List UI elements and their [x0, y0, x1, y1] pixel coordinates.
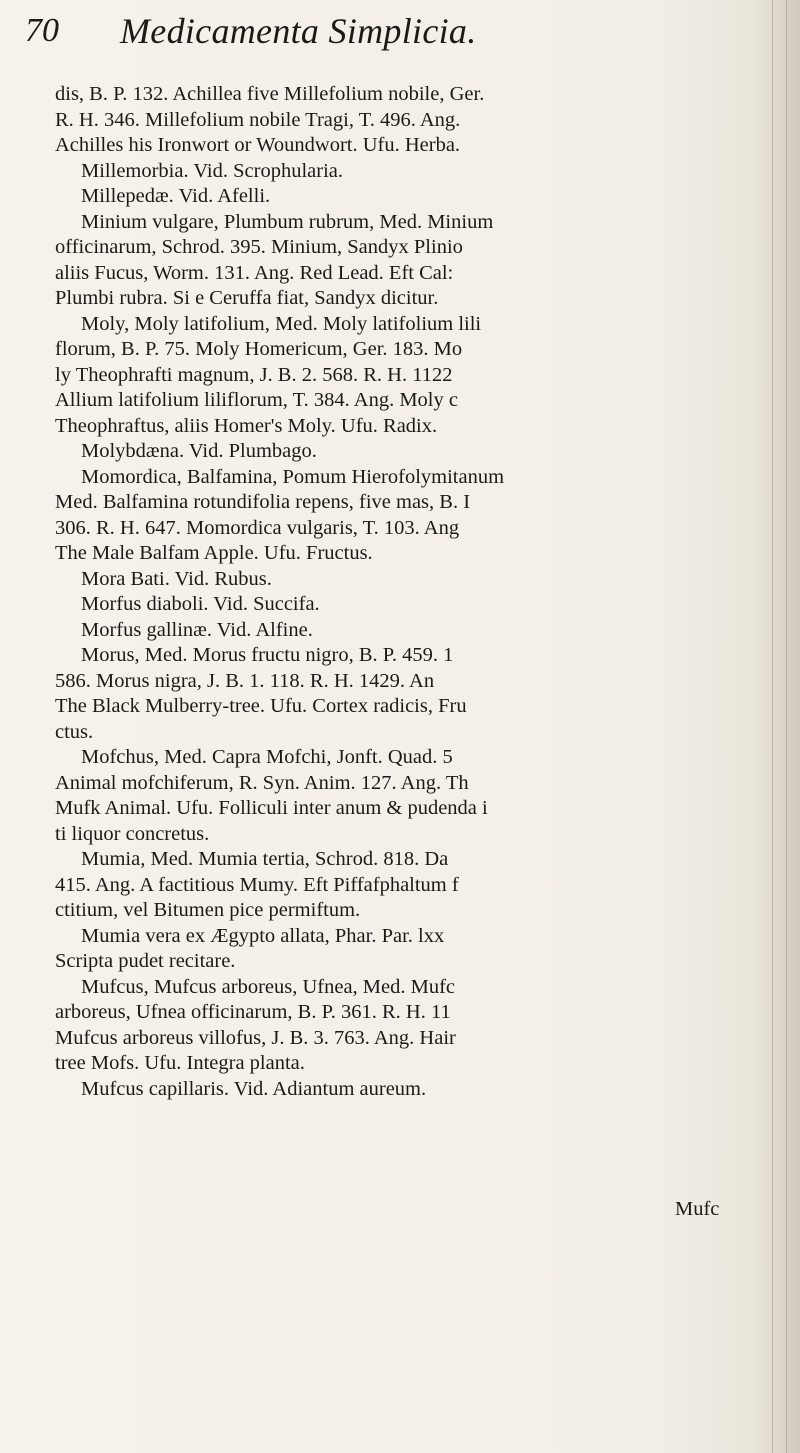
text-line: Millepedæ. Vid. Afelli.	[81, 185, 271, 207]
text-line: ti liquor concretus.	[55, 822, 210, 845]
text-line: The Black Mulberry-tree. Ufu. Cortex radicis, Fru	[55, 695, 467, 717]
text-line: Mumia, Med. Mumia tertia, Schrod. 818. Da	[81, 848, 449, 870]
text-line: aliis Fucus, Worm. 131. Ang. Red Lead. Eft Cal:	[55, 261, 454, 284]
text-line: Mufk Animal. Ufu. Folliculi inter anum & pudenda i	[55, 797, 488, 819]
page-number: 70	[25, 12, 59, 49]
text-line: 586. Morus nigra, J. B. 1. 118. R. H. 1429. An	[55, 669, 435, 692]
text-line: Animal mofchiferum, R. Syn. Anim. 127. Ang. Th	[55, 771, 469, 794]
text-line: Mufcus, Mufcus arboreus, Ufnea, Med. Mufc	[81, 975, 456, 998]
text-line: Plumbi rubra. Si e Ceruffa fiat, Sandyx dicitur.	[55, 287, 439, 309]
text-line: R. H. 346. Millefolium nobile Tragi, T. 496. Ang.	[55, 108, 461, 131]
text-line: dis, B. P. 132. Achillea five Millefolium nobile, Ger.	[55, 83, 485, 105]
text-line: ly Theophrafti magnum, J. B. 2. 568. R. H. 1122	[55, 363, 453, 386]
text-line: Allium latifolium liliflorum, T. 384. Ang. Moly c	[55, 389, 458, 411]
text-line: Morfus gallinæ. Vid. Alfine.	[81, 618, 313, 641]
text-line: florum, B. P. 75. Moly Homericum, Ger. 183. Mo	[55, 338, 463, 360]
text-line: Morfus diaboli. Vid. Succifa.	[81, 593, 320, 615]
text-line: Momordica, Balfamina, Pomum Hierofolymitanum	[81, 465, 505, 488]
text-line: Mofchus, Med. Capra Mofchi, Jonft. Quad. 5	[81, 746, 453, 768]
text-line: Minium vulgare, Plumbum rubrum, Med. Minium	[81, 210, 494, 233]
text-line: officinarum, Schrod. 395. Minium, Sandyx Plinio	[55, 236, 463, 258]
text-line: The Male Balfam Apple. Ufu. Fructus.	[55, 542, 373, 564]
text-line: Mufcus arboreus villofus, J. B. 3. 763. Ang. Hair	[55, 1026, 456, 1049]
text-line: ctus.	[55, 720, 94, 743]
text-line: Med. Balfamina rotundifolia repens, five mas, B. I	[55, 491, 471, 513]
running-title: Medicamenta Simplicia.	[120, 11, 477, 51]
text-line: Millemorbia. Vid. Scrophularia.	[81, 159, 343, 182]
gutter-edge-line	[772, 0, 773, 1453]
text-line: Mufcus capillaris. Vid. Adiantum aureum.	[81, 1077, 427, 1100]
text-line: 415. Ang. A factitious Mumy. Eft Piffafphaltum f	[55, 873, 459, 896]
text-line: tree Mofs. Ufu. Integra planta.	[55, 1052, 305, 1074]
text-line: Scripta pudet recitare.	[55, 950, 236, 972]
text-line: Mora Bati. Vid. Rubus.	[81, 567, 272, 590]
catchword: Mufc	[675, 1198, 720, 1220]
text-line: Moly, Moly latifolium, Med. Moly latifolium lili	[81, 312, 482, 335]
body-text	[55, 82, 755, 1102]
page-gutter	[754, 0, 800, 1453]
gutter-edge-line	[786, 0, 787, 1453]
text-line: Achilles his Ironwort or Woundwort. Ufu. Herba.	[55, 134, 461, 156]
text-line: ctitium, vel Bitumen pice permiftum.	[55, 899, 361, 921]
text-line: 306. R. H. 647. Momordica vulgaris, T. 103. Ang	[55, 516, 460, 539]
page-header	[25, 10, 725, 54]
text-line: Molybdæna. Vid. Plumbago.	[81, 440, 317, 462]
text-line: Morus, Med. Morus fructu nigro, B. P. 459. 1	[81, 644, 454, 666]
text-line: Theophraftus, aliis Homer's Moly. Ufu. Radix.	[55, 414, 438, 437]
text-line: Mumia vera ex Ægypto allata, Phar. Par. lxx	[81, 924, 445, 947]
text-line: arboreus, Ufnea officinarum, B. P. 361. R. H. 11	[55, 1001, 451, 1023]
